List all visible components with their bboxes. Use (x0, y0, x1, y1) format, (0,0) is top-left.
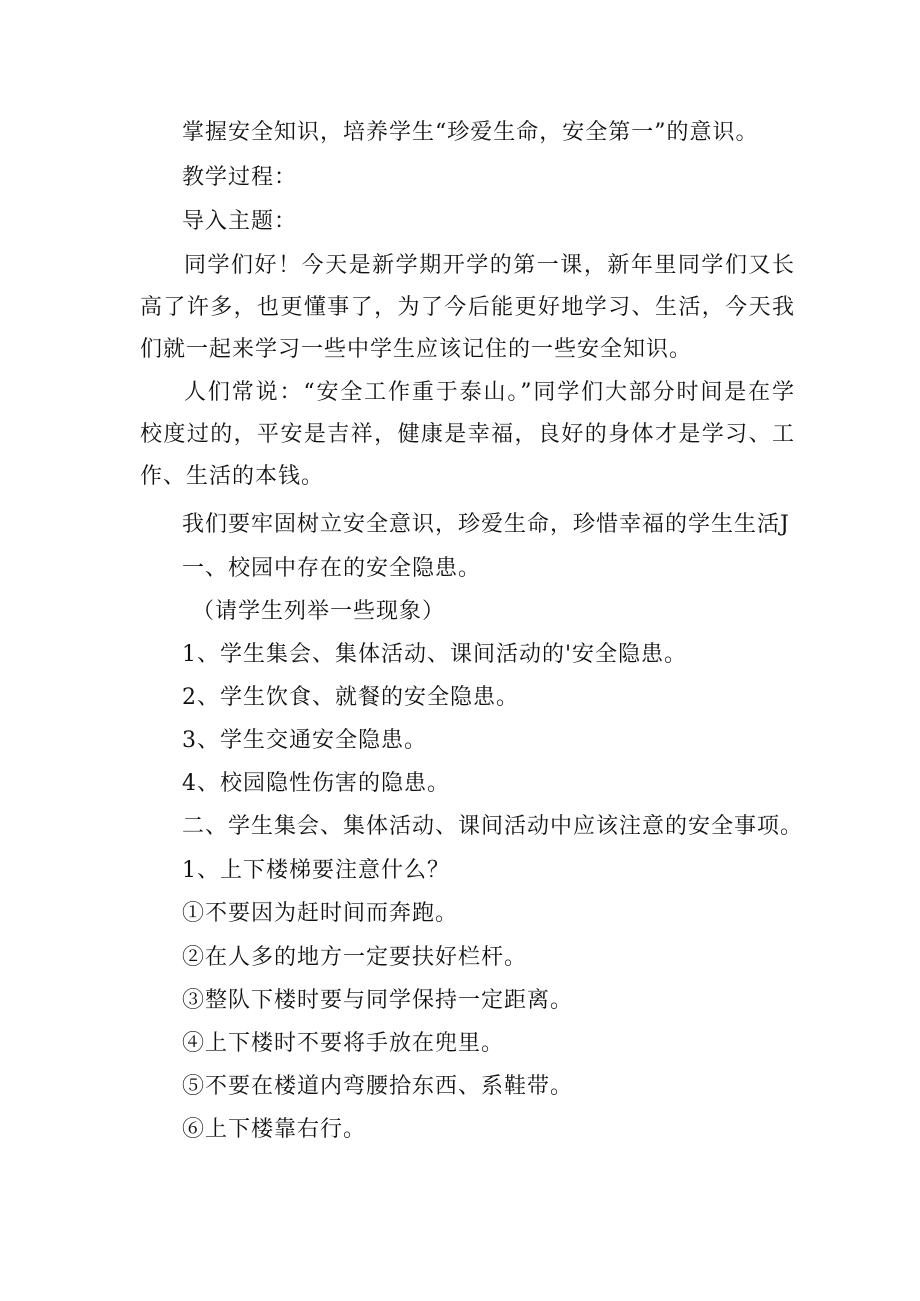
section-two-question: 1、上下楼梯要注意什么？ (182, 858, 450, 883)
section-one-item: 4、校园隐性伤害的隐患。 (182, 771, 450, 796)
safety-rule: ①不要因为赶时间而奔跑。 (182, 901, 459, 926)
awareness-line: 我们要牢固树立安全意识，珍爱生命，珍惜幸福的学生生活J (182, 512, 790, 537)
section-one-item: 1、学生集会、集体活动、课间活动的'安全隐患。 (182, 642, 688, 667)
section-one-item: 2、学生饮食、就餐的安全隐患。 (182, 685, 519, 710)
greeting-paragraph: 同学们好！今天是新学期开学的第一课，新年里同学们又长高了许多，也更懂事了，为了今后能更好地学习、生活，今天我们就一起来学习一些中学生应该记住的一些安全知识。 (140, 253, 795, 362)
saying-paragraph: 人们常说：“安全工作重于泰山。”同学们大部分时间是在学校度过的，平安是吉祥，健康是幸福，良好的身体才是学习、工作、生活的本钱。 (140, 380, 795, 489)
safety-rule: ⑤不要在楼道内弯腰拾东西、系鞋带。 (182, 1074, 574, 1099)
intro-label: 导入主题： (182, 209, 298, 234)
safety-rule: ④上下楼时不要将手放在兜里。 (182, 1031, 505, 1056)
section-one-prompt: （请学生列举一些现象） (192, 599, 446, 624)
process-label: 教学过程： (182, 165, 298, 190)
safety-rule: ⑥上下楼靠右行。 (182, 1117, 367, 1142)
section-one-item: 3、学生交通安全隐患。 (182, 728, 427, 753)
section-two-heading: 二、学生集会、集体活动、课间活动中应该注意的安全事项。 (182, 814, 804, 839)
section-one-heading: 一、校园中存在的安全隐患。 (182, 556, 482, 581)
safety-rule: ②在人多的地方一定要扶好栏杆。 (182, 945, 528, 970)
objective-line: 掌握安全知识，培养学生“珍爱生命，安全第一”的意识。 (182, 120, 759, 145)
safety-rule: ③整队下楼时要与同学保持一定距离。 (182, 988, 574, 1013)
